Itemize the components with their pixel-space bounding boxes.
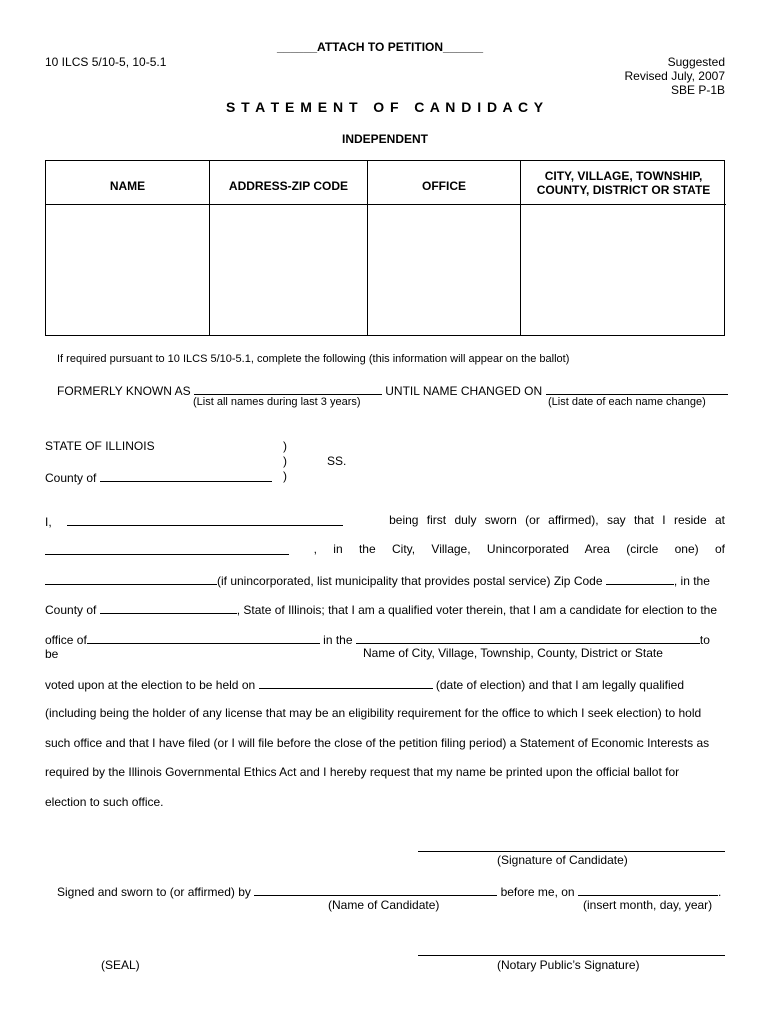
candidate-table [45,160,725,336]
municipality-field[interactable] [45,572,217,585]
venue-county-field[interactable] [100,469,272,482]
zip-code-field[interactable] [606,572,674,585]
names-hint: (List all names during last 3 years) [193,396,361,408]
insert-date-hint: (insert month, day, year) [583,898,713,912]
before-me-text: before me, on [500,885,575,899]
county-of-label: County of [45,471,97,485]
date-of-election-text: (date of election) and that I am legally qualified [435,678,685,692]
affidavit-para-2: such office and that I have filed (or I will file before the close of the petition filing period) a Statement of Economic Interests as [45,736,710,750]
statute-reference: 10 ILCS 5/10-5, 10-5.1 [45,55,167,69]
ss-label: SS. [327,454,347,468]
state-qualified-text: , State of Illinois; that I am a qualified voter therein, that I am a candidate for election to the [236,603,717,617]
suggested-label: Suggested [667,55,725,69]
sworn-name-field[interactable] [254,883,497,896]
being-sworn-text: being first duly sworn (or affirmed), say that I reside at [389,513,725,527]
affidavit-line-4 [45,601,725,617]
venue-paren-1: ) [283,439,287,453]
sworn-date-field[interactable] [578,883,718,896]
in-the-text-2: in the [323,633,353,647]
page-subtitle: INDEPENDENT [341,132,428,146]
affidavit-para-4: election to such office. [45,795,164,809]
county-of-row [45,469,272,485]
residence-address-field[interactable] [45,542,289,555]
page-title: S T A T E M E N T O F C A N D I D A C Y [225,99,545,115]
candidate-signature-label: (Signature of Candidate) [497,853,628,867]
name-change-date-field[interactable] [546,382,728,395]
revised-date: Revised July, 2007 [624,69,725,83]
column-header-name: NAME [46,161,209,205]
in-the-text: , in the [673,574,710,588]
form-code: SBE P-1B [670,83,725,97]
office-column[interactable] [368,161,521,335]
column-header-address: ADDRESS-ZIP CODE [210,161,367,205]
to-be-text: to be [45,633,710,661]
column-header-jurisdiction: CITY, VILLAGE, TOWNSHIP, COUNTY, DISTRICT OR STATE [521,161,726,205]
until-name-changed-label: UNTIL NAME CHANGED ON [385,384,543,398]
jurisdiction-field[interactable] [356,631,700,644]
notary-signature-line[interactable] [418,955,725,956]
affidavit-line-6 [45,676,725,692]
office-field[interactable] [87,631,320,644]
former-name-instruction: If required pursuant to 10 ILCS 5/10-5.1, complete the following (this information will appear on the ballot) [57,353,570,365]
address-column[interactable] [210,161,368,335]
venue-paren-3: ) [283,469,287,483]
affidavit-line-1 [45,513,725,529]
county-field[interactable] [100,601,237,614]
venue-paren-2: ) [283,454,287,468]
notary-signature-label: (Notary Public’s Signature) [497,958,640,972]
affidavit-line-2 [45,542,725,556]
attach-heading [277,40,483,54]
attach-prefix-line: ______ [277,40,318,54]
in-city-text: , in the City, Village, Unincorporated Area (circle one) of [313,542,725,556]
jurisdiction-column[interactable] [521,161,726,335]
affidavit-para-3: required by the Illinois Governmental Ethics Act and I hereby request that my name be printed upon the official ballot for [45,765,680,779]
signed-sworn-row [57,883,721,899]
state-of-illinois: STATE OF ILLINOIS [45,439,155,453]
signed-sworn-text: Signed and sworn to (or affirmed) by [57,885,251,899]
candidate-name-field[interactable] [67,513,343,526]
office-of-text: office of [45,633,87,647]
attach-title: ATTACH TO PETITION [317,40,444,54]
formerly-known-field[interactable] [194,382,382,395]
i-label: I, [45,515,52,529]
period-mark: . [717,885,722,899]
affidavit-para-1: (including being the holder of any license that may be an eligibility requirement for the office to which I seek election) to hold [45,706,702,720]
affidavit-line-3 [45,572,725,588]
county-of-text: County of [45,603,97,617]
column-header-office: OFFICE [368,161,520,205]
seal-label: (SEAL) [101,958,140,972]
name-column[interactable] [46,161,210,335]
election-date-field[interactable] [259,676,433,689]
voted-upon-text: voted upon at the election to be held on [45,678,256,692]
attach-suffix-line: ______ [443,40,484,54]
candidate-signature-line[interactable] [418,851,725,852]
jurisdiction-hint: Name of City, Village, Township, County, District or State [363,646,663,660]
formerly-known-label: FORMERLY KNOWN AS [57,384,191,398]
date-hint: (List date of each name change) [548,396,706,408]
name-of-candidate-hint: (Name of Candidate) [328,898,440,912]
unincorporated-text: (if unincorporated, list municipality that provides postal service) Zip Code [217,574,603,588]
